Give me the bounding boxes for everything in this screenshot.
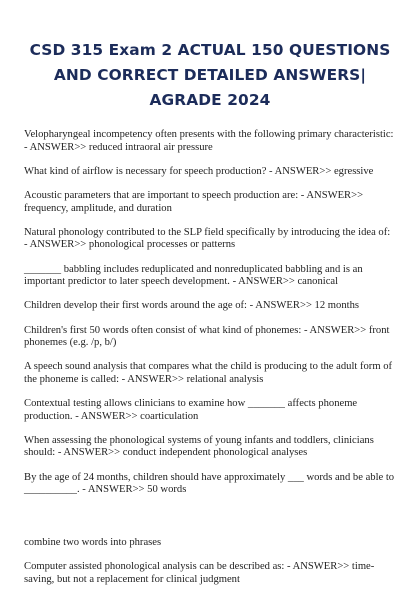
qa-item: Acoustic parameters that are important to speech production are: - ANSWER>> frequency, amplitude, and duration [24, 189, 364, 214]
qa-item: When assessing the phonological systems of young infants and toddlers, clinicians should: - ANSWER>> conduct independent phonological analyses [24, 434, 374, 459]
qa-item: Children's first 50 words often consist of what kind of phonemes: - ANSWER>> front phonemes (e.g. /p, b/) [24, 324, 390, 349]
qa-item: _______ babbling includes reduplicated and nonreduplicated babbling and is an important predictor to later speech development. - ANSWER>> canonical [24, 263, 363, 288]
qa-item: Children develop their first words around the age of: - ANSWER>> 12 months [24, 300, 360, 312]
qa-item: Natural phonology contributed to the SLP field specifically by introducing the idea of: - ANSWER>> phonological processes or patterns [24, 226, 391, 251]
qa-item-continuation: combine two words into phrases [24, 536, 162, 548]
qa-item: A speech sound analysis that compares what the child is producing to the adult form of the phoneme is called: - ANSWER>> relational analysis [24, 361, 393, 385]
document-title: CSD 315 Exam 2 ACTUAL 150 QUESTIONS AND CORRECT DETAILED ANSWERS| AGRADE 2024 [29, 41, 391, 109]
qa-item: Velopharyngeal incompetency often presents with the following primary characteristic: - ANSWER>> reduced intraoral air pressure [24, 129, 394, 153]
qa-item: Computer assisted phonological analysis can be described as: - ANSWER>> time-saving, but not a replacement for clinical judgment [24, 561, 375, 585]
qa-item: Contextual testing allows clinicians to examine how _______ affects phoneme production. - ANSWER>> coarticulation [24, 398, 358, 422]
qa-item: By the age of 24 months, children should have approximately ___ words and be able to __________. - ANSWER>> 50 words [24, 471, 395, 496]
qa-item: What kind of airflow is necessary for speech production? - ANSWER>> egressive [24, 165, 374, 177]
